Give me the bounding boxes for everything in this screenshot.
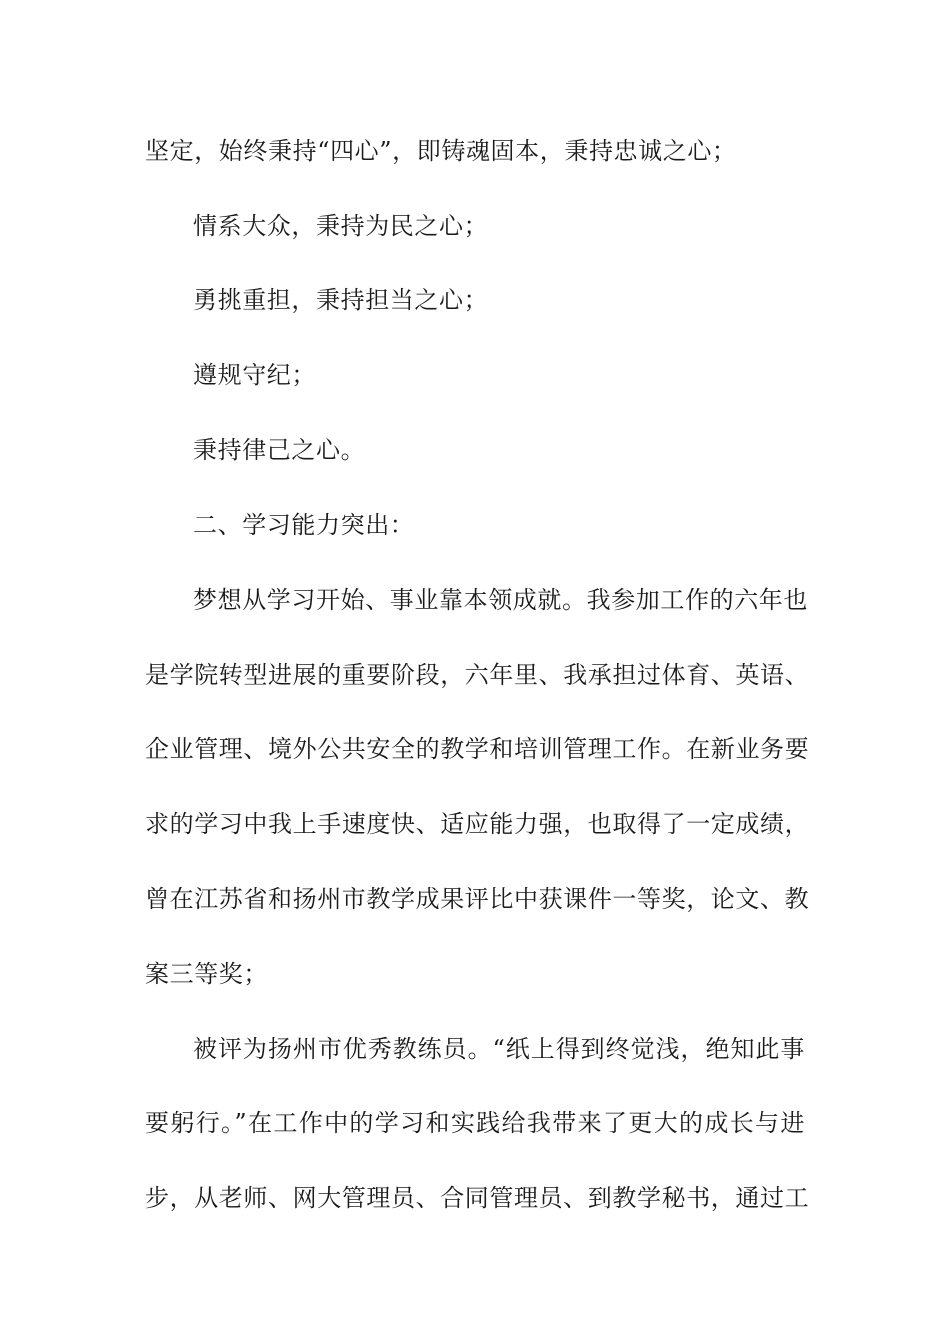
text-line: 梦想从学习开始、事业靠本领成就。我参加工作的六年也	[193, 586, 808, 614]
text-line: 勇挑重担，秉持担当之心；	[193, 286, 489, 314]
section-heading: 二、学习能力突出：	[193, 511, 415, 539]
text-line: 要躬行。”在工作中的学习和实践给我带来了更大的成长与进	[145, 1109, 805, 1137]
text-line: 案三等奖；	[145, 960, 268, 988]
text-line: 步，从老师、网大管理员、合同管理员、到教学秘书，通过工	[145, 1184, 810, 1212]
text-line: 是学院转型进展的重要阶段，六年里、我承担过体育、英语、	[145, 661, 810, 689]
text-line: 坚定，始终秉持“四心”，即铸魂固本，秉持忠诚之心；	[145, 137, 737, 165]
text-line: 曾在江苏省和扬州市教学成果评比中获课件一等奖，论文、教	[145, 885, 810, 913]
text-line: 被评为扬州市优秀教练员。“纸上得到终觉浅，绝知此事	[193, 1035, 805, 1063]
text-line: 企业管理、境外公共安全的教学和培训管理工作。在新业务要	[145, 735, 810, 763]
text-line: 遵规守纪；	[193, 361, 316, 389]
text-line: 秉持律己之心。	[193, 436, 366, 464]
text-line: 情系大众，秉持为民之心；	[193, 212, 489, 240]
text-line: 求的学习中我上手速度快、适应能力强，也取得了一定成绩，	[145, 810, 810, 838]
